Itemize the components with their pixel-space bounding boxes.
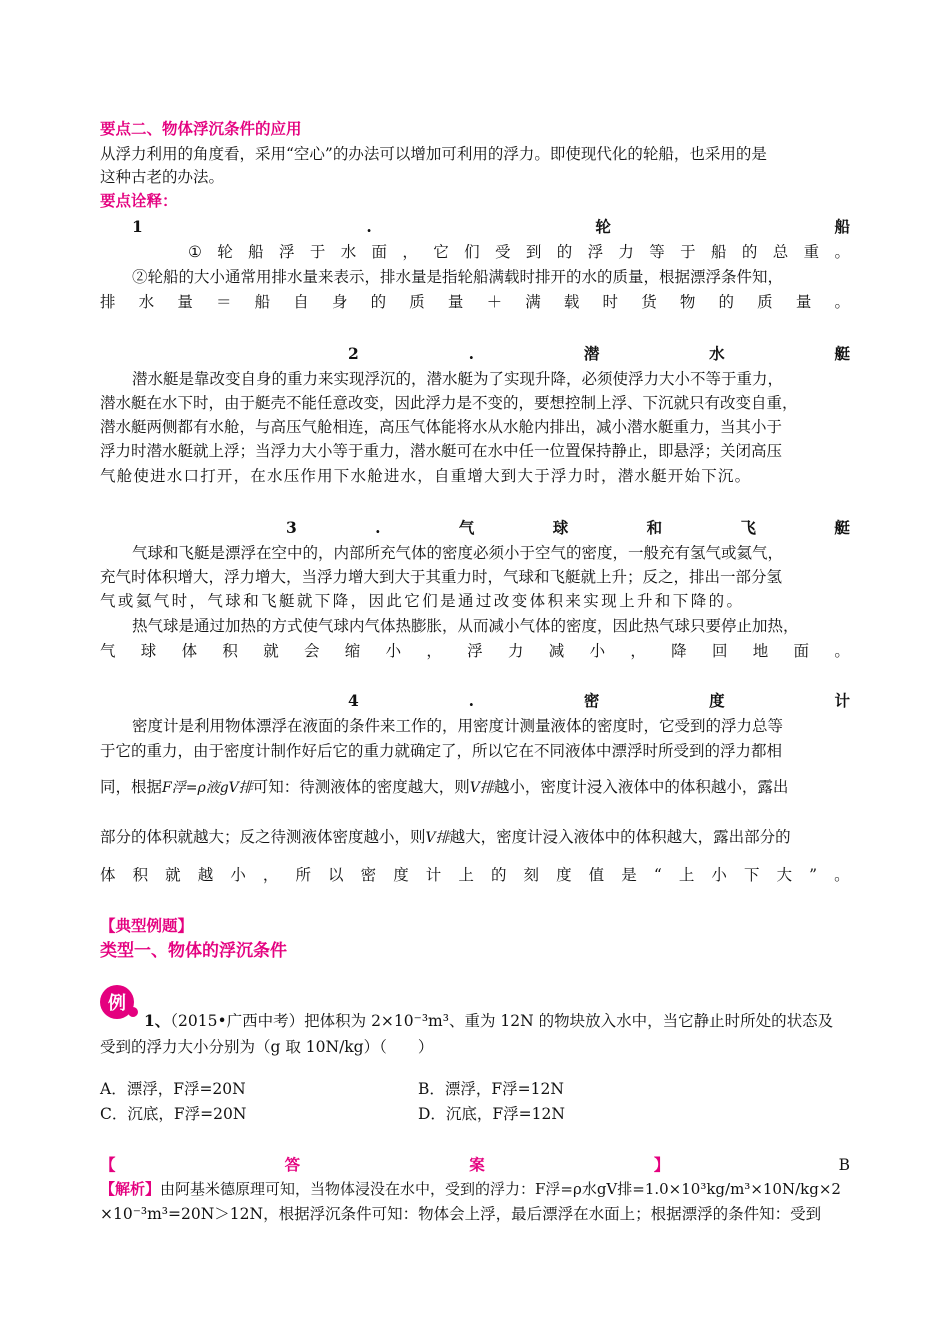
subsection-title-hydrometer: 4 . 密 度 计 (348, 691, 850, 710)
analysis-line: 【解析】由阿基米德原理可知，当物体浸没在水中，受到的浮力：F浮=ρ水gV排=1.0×10³kg/m³×10N/kg×2 (100, 1180, 841, 1198)
option-a: A．漂浮，F浮=20N (100, 1080, 246, 1098)
subsection-title-submarine: 2 . 潜 水 艇 (348, 344, 850, 363)
subsection-title-balloon: 3 . 气 球 和 飞 艇 (286, 518, 850, 537)
paragraph-line-with-formula: 同，根据F浮=ρ液gV排可知：待测液体的密度越大，则V排越小，密度计浸入液体中的体积越小，露出 (100, 778, 789, 796)
question-line: 1、（2015•广西中考）把体积为 2×10⁻³m³、重为 12N 的物块放入水中，当它静止时所处的状态及 (144, 1011, 834, 1030)
paragraph-line: 潜水艇是靠改变自身的重力来实现浮沉的，潜水艇为了实现升降，必须使浮力大小不等于重力， (132, 370, 784, 388)
option-d: D．沉底，F浮=12N (418, 1105, 565, 1123)
type-heading: 类型一、物体的浮沉条件 (100, 941, 287, 961)
question-line: 受到的浮力大小分别为（g 取 10N/kg）（ ） (100, 1038, 434, 1056)
paragraph-line-with-formula: 部分的体积就越大；反之待测液体密度越小，则V排越大，密度计浸入液体中的体积越大，露出部分的 (100, 828, 791, 846)
section-heading: 要点二、物体浮沉条件的应用 (100, 120, 302, 138)
analysis-line: ×10⁻³m³=20N＞12N，根据浮沉条件可知：物体会上浮，最后漂浮在水面上；根据漂浮的条件知：受到 (100, 1205, 822, 1223)
paragraph-line: 气或氦气时，气球和飞艇就下降，因此它们是通过改变体积来实现上升和下降的。 (100, 592, 745, 610)
paragraph-line: 潜水艇在水下时，由于艇壳不能任意改变，因此浮力是不变的，要想控制上浮、下沉就只有改变自重， (100, 394, 798, 412)
example-badge-icon: 例 (100, 985, 134, 1019)
justified-line: 体 积 就 越 小 ， 所 以 密 度 计 上 的 刻 度 值 是 “ 上 小 下 大 ” 。 (100, 866, 850, 884)
question-number: 1、 (144, 1011, 171, 1030)
paragraph-line: 这种古老的办法。 (100, 168, 225, 186)
paragraph-line: 充气时体积增大，浮力增大，当浮力增大到大于其重力时，气球和飞艇就上升；反之，排出一部分氢 (100, 568, 783, 586)
subsection-title-ship: 1 . 轮 船 (132, 217, 850, 236)
answer-value: B (838, 1156, 850, 1174)
paragraph-line: 密度计是利用物体漂浮在液面的条件来工作的，用密度计测量液体的密度时，它受到的浮力总等 (132, 717, 784, 735)
justified-line: ① 轮 船 浮 于 水 面 ， 它 们 受 到 的 浮 力 等 于 船 的 总 重 。 (188, 243, 850, 261)
paragraph-line: 潜水艇两侧都有水舱，与高压气舱相连，高压气体能将水从水舱内排出，减小潜水艇重力，当其小于 (100, 418, 783, 436)
paragraph-line: 从浮力利用的角度看，采用“空心”的办法可以增加可利用的浮力。即使现代化的轮船，也采用的是 (100, 145, 767, 163)
answer-line: 【 答 案 】 B (100, 1156, 850, 1174)
paragraph-line: 浮力时潜水艇就上浮；当浮力大小等于重力，潜水艇可在水中任一位置保持静止，即悬浮；关闭高压 (100, 442, 783, 460)
displaced-volume-symbol: V排 (469, 780, 494, 796)
option-b: B．漂浮，F浮=12N (418, 1080, 564, 1098)
displaced-volume-symbol: V排 (425, 830, 450, 846)
notes-label: 要点诠释： (100, 192, 178, 210)
paragraph-line: 于它的重力，由于密度计制作好后它的重力就确定了，所以它在不同液体中漂浮时所受到的浮力都相 (100, 742, 783, 760)
justified-line: 气 球 体 积 就 会 缩 小 ， 浮 力 减 小 ， 降 回 地 面 。 (100, 642, 850, 660)
paragraph-line: 热气球是通过加热的方式使气球内气体热膨胀，从而减小气体的密度，因此热气球只要停止加热， (132, 617, 799, 635)
buoyancy-formula: F浮=ρ液gV排 (162, 780, 253, 796)
justified-line: 排 水 量 ＝ 船 自 身 的 质 量 ＋ 满 载 时 货 物 的 质 量 。 (100, 293, 850, 311)
examples-header: 【典型例题】 (100, 917, 194, 935)
option-c: C．沉底，F浮=20N (100, 1105, 247, 1123)
paragraph-line: ②轮船的大小通常用排水量来表示，排水量是指轮船满载时排开的水的质量，根据漂浮条件知， (132, 268, 784, 286)
paragraph-line: 气球和飞艇是漂浮在空中的，内部所充气体的密度必须小于空气的密度，一般充有氢气或氦气， (132, 544, 784, 562)
analysis-label: 【解析】 (100, 1180, 161, 1198)
paragraph-line: 气舱使进水口打开，在水压作用下水舱进水，自重增大到大于浮力时，潜水艇开始下沉。 (100, 467, 752, 485)
